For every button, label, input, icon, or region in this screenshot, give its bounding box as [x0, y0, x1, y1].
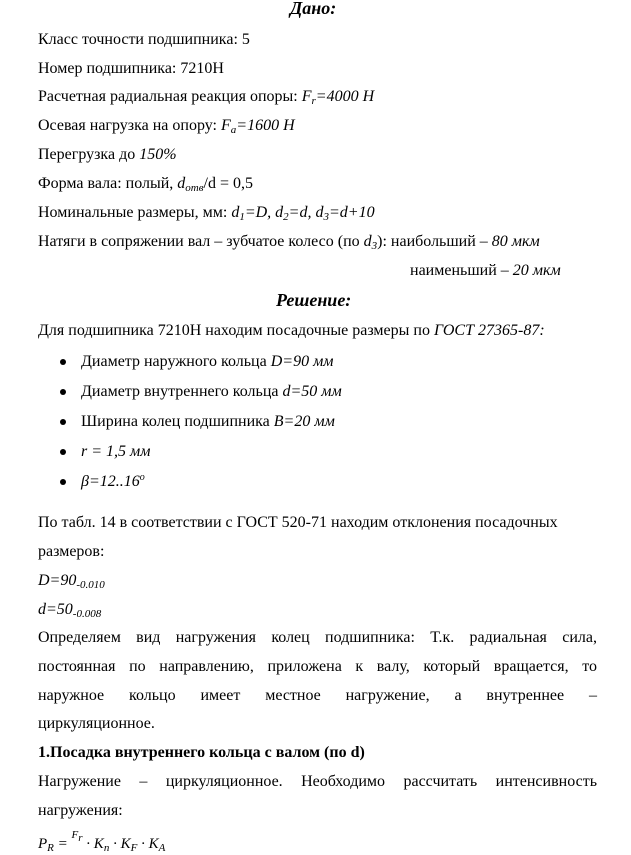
bullet-dot: [60, 359, 66, 365]
intensity-formula: $P_R = F_r \cdot K_п \cdot K_F \cdot K_A$: [38, 829, 166, 854]
list-item: $\beta=12..16^o$: [81, 472, 145, 490]
load-paragraph-line: постоянная по направлению, приложена к валу, который вращается, то: [38, 658, 597, 675]
intro-line: Для подшипника 7210H находим посадочные размеры по ГОСТ 27365-87:: [38, 322, 545, 339]
given-heading: Дано:: [290, 0, 337, 18]
radial-reaction-line: Расчетная радиальная реакция опоры: $F_r=4000$ H: [38, 88, 375, 107]
table-ref-line-2: размеров:: [38, 543, 105, 560]
list-item: Диаметр наружного кольца D=90 мм: [81, 353, 334, 370]
nominal-sizes-line: Номинальные размеры, мм: $d_1=D$, $d_2=d$, $d_3=d+10$: [38, 204, 375, 223]
precision-class-line: Класс точности подшипника: 5: [38, 31, 250, 48]
d-deviation: $d=50_{-0.008}$: [38, 601, 102, 620]
section1-line-2: нагружения:: [38, 802, 123, 819]
list-item: Ширина колец подшипника B=20 мм: [81, 413, 335, 430]
bullet-dot: [60, 419, 66, 425]
shaft-form-line: Форма вала: полый, $d_{отв}/d = 0,5$: [38, 175, 253, 194]
bearing-number-line: Номер подшипника: 7210H: [38, 60, 224, 77]
load-paragraph-line: наружное кольцо имеет местное нагружение, а внутреннее –: [38, 687, 597, 704]
overload-line: Перегрузка до 150%: [38, 146, 177, 163]
D-deviation: $D=90_{-0.010}$: [38, 572, 105, 591]
interference-min-line: наименьший – 20 мкм: [410, 262, 561, 279]
bullet-dot: [60, 389, 66, 395]
load-paragraph-last: циркуляционное.: [38, 715, 155, 732]
list-item: r = 1,5 мм: [81, 443, 151, 460]
list-item: Диаметр внутреннего кольца d=50 мм: [81, 383, 342, 400]
interference-line: Натяги в сопряжении вал – зубчатое колесо (по $d_3$): наибольший – 80 мкм: [38, 233, 540, 252]
table-ref-line-1: По табл. 14 в соответствии с ГОСТ 520-71 находим отклонения посадочных: [38, 514, 558, 531]
bullet-dot: [60, 449, 66, 455]
section1-line-1: Нагружение – циркуляционное. Необходимо рассчитать интенсивность: [38, 773, 597, 790]
load-paragraph-line: Определяем вид нагружения колец подшипника: Т.к. радиальная сила,: [38, 629, 597, 646]
solution-heading: Решение:: [276, 290, 352, 310]
axial-load-line: Осевая нагрузка на опору: $F_a=1600$ H: [38, 117, 295, 136]
section1-heading: 1.Посадка внутреннего кольца с валом (по d): [38, 744, 365, 761]
bullet-dot: [60, 479, 66, 485]
